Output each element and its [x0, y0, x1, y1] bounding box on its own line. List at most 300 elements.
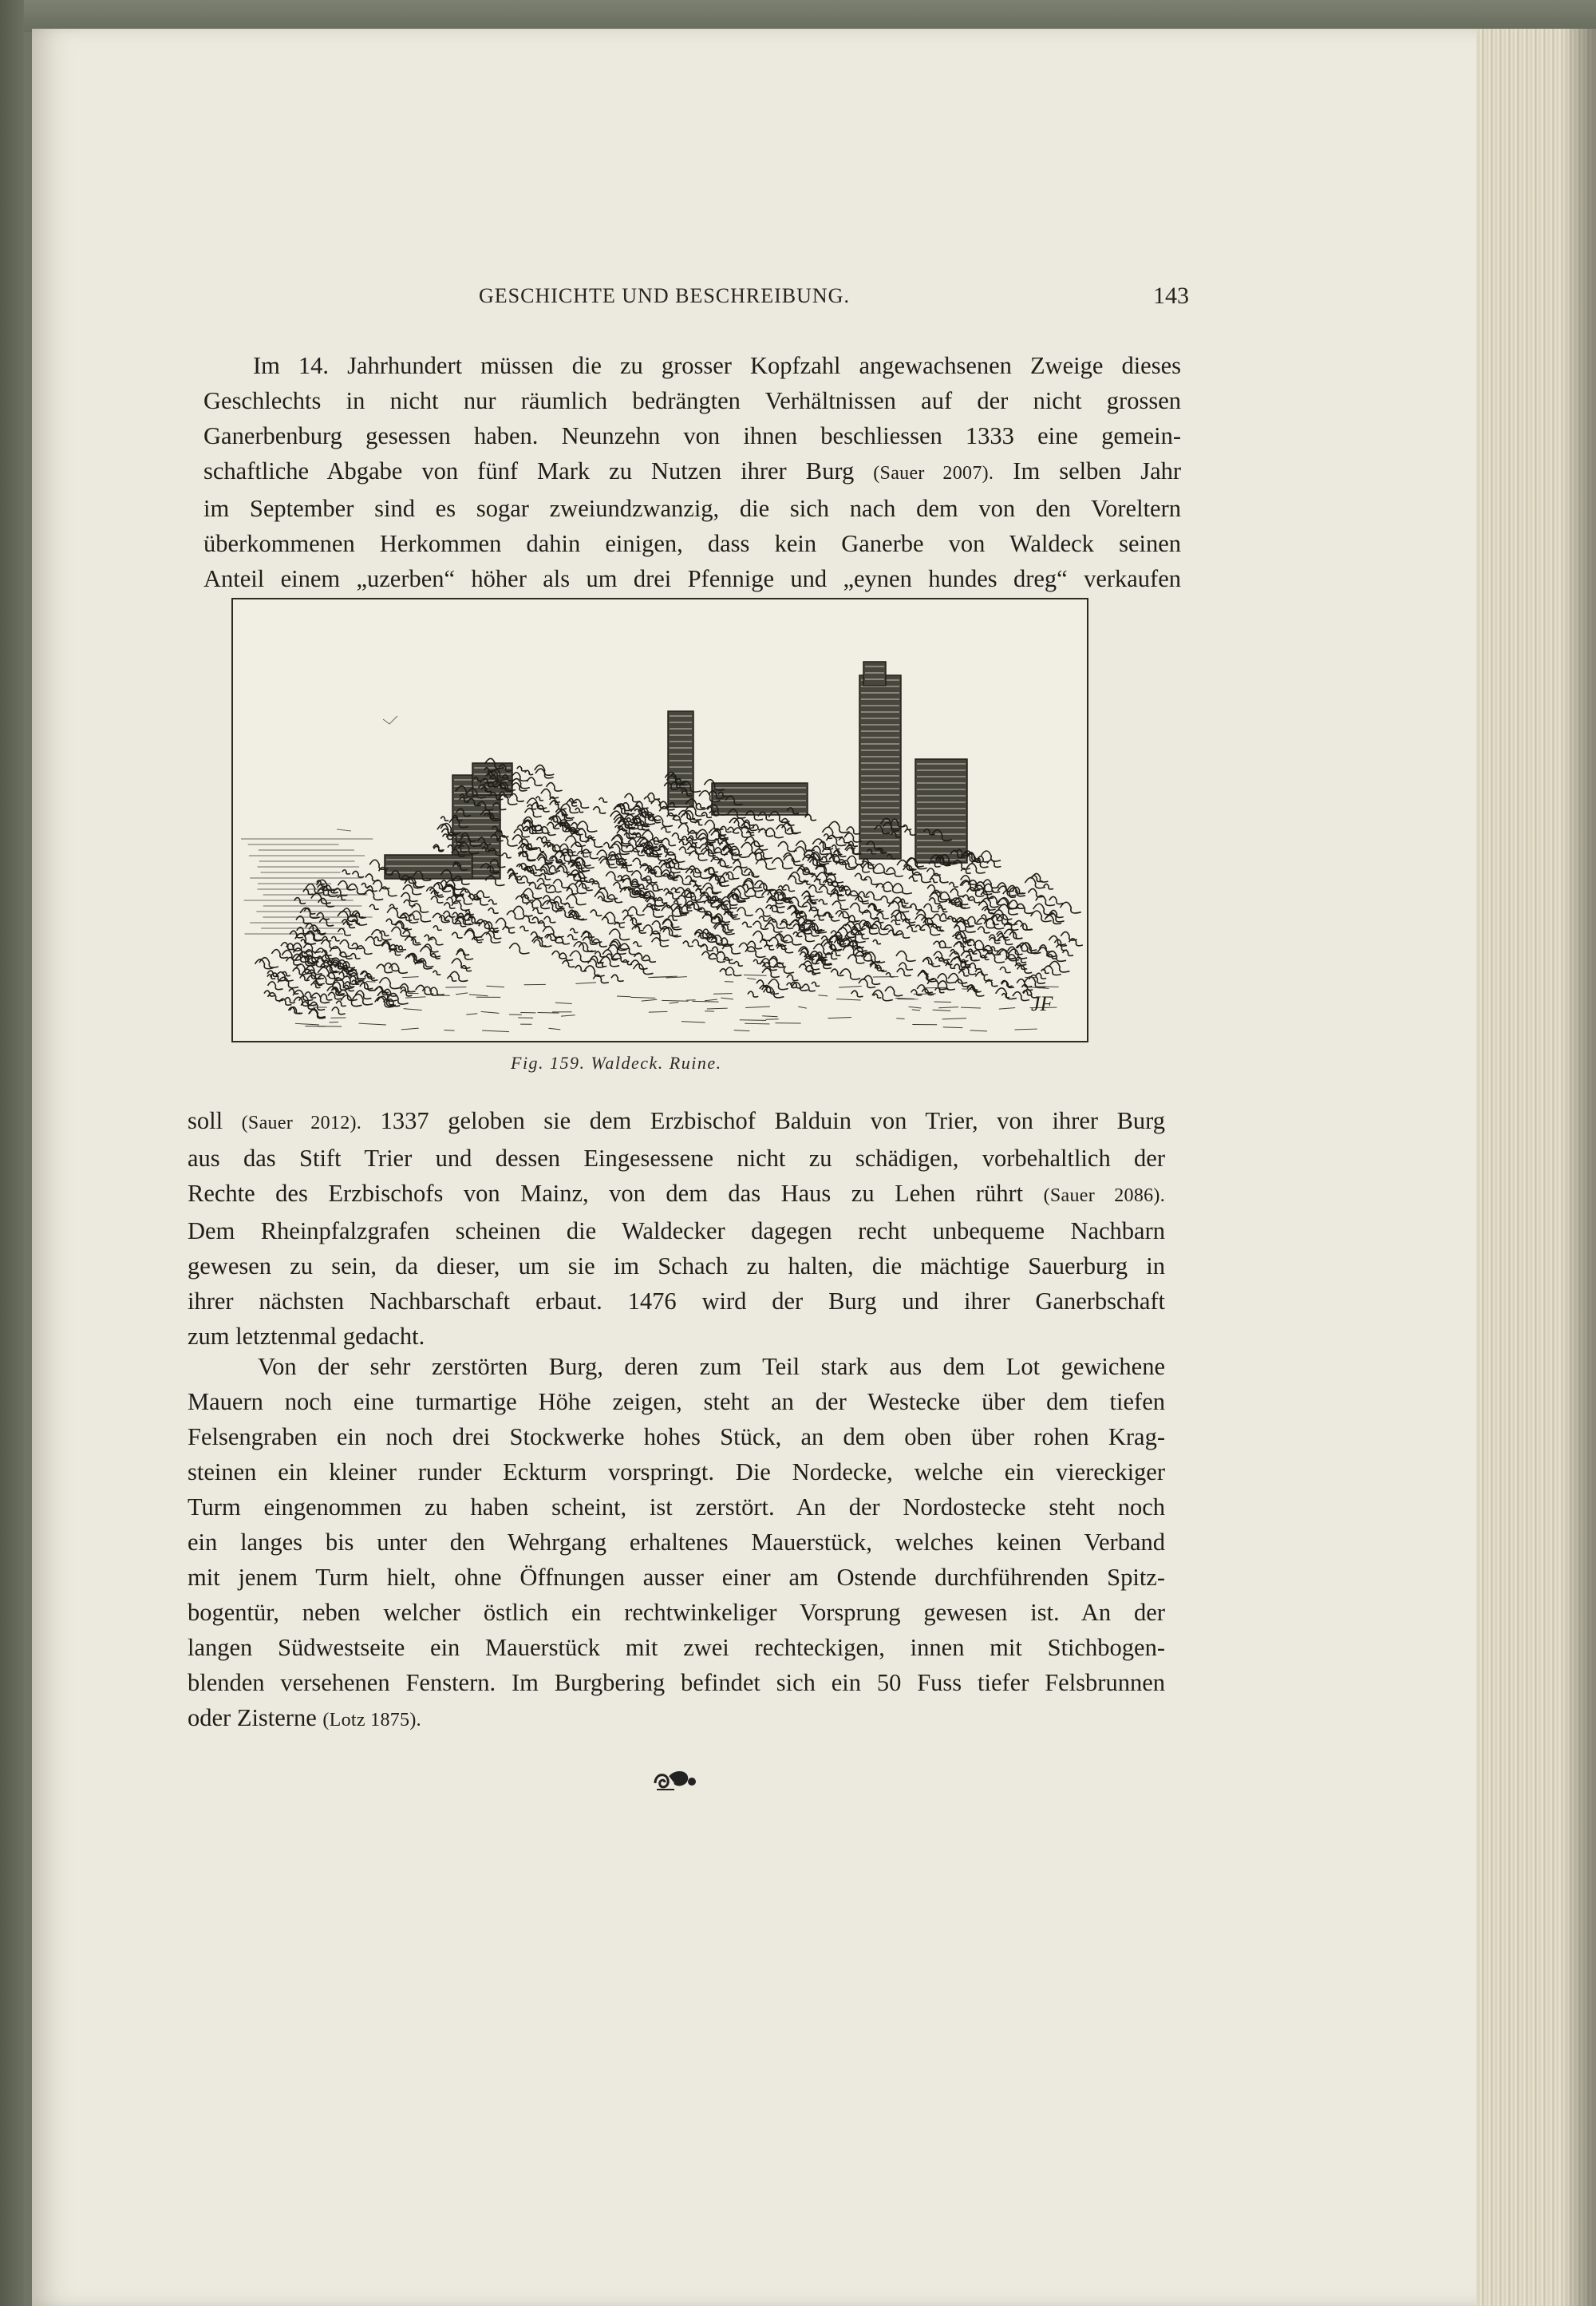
foliage-stroke	[714, 914, 730, 923]
citation: (Sauer 2086).	[1043, 1185, 1166, 1206]
tower-ruin-right-top	[863, 662, 886, 686]
foliage-stroke	[773, 963, 794, 973]
ground-hatch	[575, 983, 596, 984]
foliage-stroke	[303, 889, 314, 895]
citation: (Lotz 1875).	[322, 1710, 421, 1730]
paragraph-2	[188, 1103, 1165, 1354]
foliage-stroke	[318, 898, 334, 907]
ground-hatch	[914, 994, 936, 995]
foliage-stroke	[520, 876, 533, 884]
ground-hatch	[725, 982, 733, 983]
foliage-stroke	[896, 951, 916, 961]
foliage-stroke	[751, 841, 768, 850]
foliage-stroke	[1009, 888, 1025, 896]
foliage-stroke	[579, 884, 593, 891]
ground-hatch	[642, 999, 658, 1001]
text-line: zum letztenmal gedacht.	[188, 1323, 425, 1350]
text-line: gewesen zu sein, da dieser, um sie im Schach zu halten, die mächtige Sauerburg in	[188, 1252, 1165, 1280]
text-line: langen Südwestseite ein Mauerstück mit zwei rechteckigen, innen mit Stichbogen-	[188, 1634, 1165, 1661]
foliage-stroke	[502, 853, 512, 858]
foliage-stroke	[950, 888, 965, 896]
foliage-stroke	[969, 896, 981, 903]
foliage-stroke	[440, 817, 448, 821]
foliage-stroke	[720, 876, 729, 881]
foliage-stroke	[819, 900, 828, 904]
ground-hatch	[456, 993, 468, 995]
foliage-stroke	[742, 922, 752, 927]
foliage-stroke	[553, 880, 570, 888]
foliage-stroke	[431, 891, 444, 897]
text-line: Felsengraben ein noch drei Stockwerke hohes Stück, an dem oben über rohen Krag-	[188, 1423, 1165, 1450]
foliage-stroke	[520, 926, 529, 931]
foliage-stroke	[805, 814, 816, 820]
foliage-stroke	[812, 982, 820, 986]
foliage-stroke	[778, 841, 796, 851]
foliage-stroke	[866, 892, 882, 900]
text-line: Ganerbenburg gesessen haben. Neunzehn von ihnen beschliessen 1333 eine gemein-	[203, 422, 1181, 449]
foliage-stroke	[290, 1007, 302, 1014]
foliage-stroke	[933, 914, 946, 921]
ground-hatch	[961, 1007, 981, 1008]
foliage-stroke	[1017, 979, 1032, 987]
foliage-stroke	[268, 982, 283, 990]
ground-hatch	[938, 1007, 958, 1008]
foliage-stroke	[534, 939, 547, 946]
foliage-stroke	[567, 935, 577, 939]
foliage-stroke	[304, 908, 315, 914]
text-line	[188, 1176, 1165, 1213]
ground-hatch	[734, 1030, 750, 1031]
ground-hatch	[405, 997, 425, 998]
ground-hatch	[705, 999, 717, 1001]
ground-hatch	[828, 1018, 851, 1019]
foliage-stroke	[556, 864, 576, 875]
text-line: Mauern noch eine turmartige Höhe zeigen, steht an der Westecke über dem tiefen	[188, 1388, 1165, 1415]
foliage-stroke	[863, 876, 879, 884]
foliage-stroke	[361, 971, 375, 978]
foliage-stroke	[552, 951, 567, 959]
foliage-stroke	[886, 868, 903, 876]
foliage-stroke	[756, 859, 776, 869]
foliage-stroke	[661, 827, 670, 832]
foliage-stroke	[851, 991, 863, 997]
foliage-stroke	[855, 873, 867, 880]
foliage-stroke	[544, 916, 556, 923]
foliage-stroke	[701, 951, 716, 959]
foliage-stroke	[780, 892, 791, 898]
foliage-stroke	[784, 855, 804, 865]
ground-hatch	[933, 1010, 951, 1011]
foliage-stroke	[873, 939, 881, 943]
foliage-stroke	[652, 884, 663, 890]
ground-hatch	[630, 997, 655, 998]
ground-hatch	[402, 977, 419, 978]
foliage-stroke	[429, 937, 444, 945]
foliage-stroke	[720, 841, 737, 850]
foliage-stroke	[523, 895, 533, 900]
ground-hatch	[912, 1010, 920, 1011]
ground-hatch	[721, 998, 733, 999]
foliage-stroke	[567, 895, 587, 905]
foliage-stroke	[823, 912, 840, 921]
foliage-stroke	[509, 875, 525, 884]
foliage-stroke	[527, 777, 542, 785]
foliage-stroke	[635, 926, 644, 931]
foliage-stroke	[954, 925, 965, 931]
foliage-stroke	[935, 988, 945, 993]
foliage-stroke	[918, 971, 938, 982]
ground-hatch	[617, 996, 630, 997]
ground-hatch	[466, 1014, 477, 1015]
foliage-stroke	[599, 798, 608, 803]
ground-hatch	[839, 987, 862, 988]
foliage-stroke	[666, 852, 685, 862]
ground-hatch	[943, 1027, 963, 1028]
text-line: Anteil einem „uzerben“ höher als um drei Pfennige und „eynen hundes dreg“ verkaufen	[203, 565, 1181, 592]
foliage-stroke	[317, 912, 330, 919]
foliage-stroke	[452, 932, 463, 938]
ground-hatch	[538, 1012, 559, 1013]
foliage-stroke	[874, 994, 882, 998]
running-head: GESCHICHTE UND BESCHREIBUNG.	[479, 284, 850, 307]
foliage-stroke	[321, 994, 333, 1000]
ground-hatch	[798, 1007, 807, 1008]
text-line: Turm eingenommen zu haben scheint, ist zerstört. An der Nordostecke steht noch	[188, 1493, 1165, 1521]
foliage-stroke	[756, 908, 771, 916]
ground-hatch	[548, 1028, 560, 1030]
bird	[337, 829, 351, 831]
foliage-stroke	[523, 888, 542, 898]
foliage-stroke	[753, 959, 761, 963]
foliage-stroke	[958, 971, 969, 976]
foliage-stroke	[509, 794, 524, 802]
ground-hatch	[649, 1011, 668, 1012]
foliage-stroke	[625, 793, 641, 801]
foliage-stroke	[448, 976, 457, 981]
ground-hatch	[745, 1023, 769, 1024]
foliage-stroke	[543, 837, 551, 841]
foliage-stroke	[630, 960, 648, 969]
foliage-stroke	[369, 904, 379, 909]
ground-hatch	[762, 1016, 777, 1017]
text-line: Im 14. Jahrhundert müssen die zu grosser Kopfzahl angewachsenen Zweige dieses	[253, 352, 1181, 379]
foliage-stroke	[683, 941, 693, 947]
foliage-stroke	[286, 957, 301, 965]
foliage-stroke	[386, 919, 397, 924]
foliage-stroke	[855, 864, 870, 872]
foliage-stroke	[577, 821, 597, 832]
text-segment: Rechte des Erzbischofs von Mainz, von dem das Haus zu Lehen rührt	[188, 1180, 1024, 1207]
ground-hatch	[401, 1028, 419, 1030]
foliage-stroke	[396, 922, 409, 928]
text-segment: schaftliche Abgabe von fünf Mark zu Nutzen ihrer Burg	[203, 457, 855, 485]
foliage-stroke	[909, 876, 918, 881]
foliage-stroke	[840, 969, 861, 979]
text-line: Dem Rheinpfalzgrafen scheinen die Waldecker dagegen recht unbequeme Nachbarn	[188, 1217, 1165, 1244]
foliage-stroke	[565, 903, 574, 908]
foliage-stroke	[549, 885, 562, 892]
foliage-stroke	[536, 797, 544, 801]
foliage-stroke	[953, 935, 961, 939]
foliage-stroke	[903, 825, 911, 830]
foliage-stroke	[905, 829, 916, 835]
foliage-stroke	[642, 906, 663, 917]
foliage-stroke	[717, 904, 738, 916]
foliage-stroke	[340, 940, 357, 949]
foliage-stroke	[764, 987, 784, 998]
foliage-stroke	[872, 990, 893, 1000]
foliage-stroke	[598, 962, 606, 967]
foliage-stroke	[788, 876, 803, 884]
ground-hatch	[444, 1030, 454, 1031]
foliage-stroke	[703, 849, 722, 860]
foliage-stroke	[338, 896, 346, 900]
foliage-stroke	[338, 928, 351, 935]
book-page	[32, 29, 1516, 2306]
bird	[383, 716, 397, 724]
foliage-stroke	[732, 894, 745, 901]
foliage-stroke	[488, 900, 497, 904]
text-line: steinen ein kleiner runder Eckturm vorspringt. Die Nordecke, welche ein viereckiger	[188, 1458, 1165, 1485]
foliage-stroke	[558, 866, 570, 872]
foliage-stroke	[554, 902, 563, 907]
foliage-stroke	[693, 884, 703, 889]
foliage-stroke	[332, 1007, 346, 1015]
foliage-stroke	[662, 838, 676, 845]
foliage-stroke	[395, 921, 412, 930]
foliage-stroke	[301, 939, 309, 943]
ground-hatch	[818, 995, 828, 996]
ground-hatch	[481, 1011, 500, 1013]
page-number: 143	[1153, 283, 1189, 309]
foliage-stroke	[885, 987, 903, 996]
foliage-stroke	[527, 798, 547, 809]
text-line: überkommenen Herkommen dahin einigen, dass kein Ganerbe von Waldeck seinen	[203, 530, 1181, 557]
foliage-stroke	[874, 864, 894, 874]
foliage-stroke	[849, 916, 860, 921]
foliage-stroke	[507, 911, 523, 919]
ground-hatch	[1015, 1029, 1037, 1030]
foliage-stroke	[1063, 950, 1074, 955]
foliage-stroke	[895, 912, 915, 923]
ground-hatch	[713, 994, 733, 995]
foliage-stroke	[793, 932, 802, 937]
foliage-stroke	[600, 956, 619, 966]
foliage-stroke	[622, 910, 634, 916]
foliage-stroke	[611, 975, 624, 981]
ground-hatch	[404, 1009, 422, 1011]
foliage-stroke	[820, 841, 832, 848]
ground-hatch	[295, 1023, 319, 1025]
foliage-stroke	[703, 883, 721, 892]
foliage-stroke	[633, 942, 642, 947]
foliage-stroke	[1049, 961, 1069, 972]
foliage-stroke	[696, 804, 705, 809]
text-line: blenden versehenen Fenstern. Im Burgbering befindet sich ein 50 Fuss tiefer Felsbrunnen	[188, 1669, 1165, 1696]
foliage-stroke	[360, 983, 376, 991]
foliage-stroke	[772, 858, 792, 869]
foliage-stroke	[533, 908, 543, 914]
foliage-stroke	[804, 928, 819, 936]
text-segment: soll	[188, 1107, 223, 1134]
foliage-stroke	[633, 858, 647, 865]
citation: (Sauer 2012).	[241, 1113, 362, 1133]
foliage-stroke	[870, 963, 883, 971]
ground-hatch	[962, 989, 972, 990]
figure-caption: Fig. 159. Waldeck. Ruine.	[511, 1053, 722, 1073]
book-cover-top	[0, 0, 1596, 32]
text-line	[188, 1103, 1165, 1141]
text-line: bogentür, neben welcher östlich ein rechtwinkeliger Vorsprung gewesen ist. An der	[188, 1599, 1165, 1626]
foliage-stroke	[1000, 967, 1011, 973]
text-line	[203, 453, 1181, 491]
text-segment: 1337 geloben sie dem Erzbischof Balduin von Trier, von ihrer Burg	[380, 1107, 1166, 1134]
foliage-stroke	[591, 910, 602, 916]
citation: (Sauer 2007).	[873, 463, 994, 484]
ground-hatch	[445, 987, 466, 988]
foliage-stroke	[488, 908, 499, 914]
ground-hatch	[469, 995, 488, 996]
foliage-stroke	[1041, 969, 1049, 973]
ground-hatch	[923, 987, 947, 988]
foliage-stroke	[652, 921, 667, 929]
foliage-stroke	[289, 989, 298, 994]
foliage-stroke	[792, 983, 808, 991]
ground-hatch	[970, 1030, 987, 1031]
foliage-stroke	[609, 929, 630, 940]
foliage-stroke	[509, 943, 529, 954]
foliage-stroke	[517, 766, 526, 771]
foliage-stroke	[331, 936, 339, 940]
foliage-stroke	[812, 875, 821, 880]
foliage-stroke	[967, 916, 982, 924]
figure-ruin-illustration	[231, 598, 1088, 1042]
ground-hatch	[740, 1020, 766, 1021]
ground-hatch	[747, 978, 756, 979]
foliage-stroke	[1005, 955, 1026, 966]
foliage-stroke	[433, 926, 442, 931]
page-stack-shadow	[1564, 29, 1596, 2306]
foliage-stroke	[259, 958, 279, 967]
foliage-stroke	[1049, 896, 1064, 904]
foliage-stroke	[409, 914, 419, 920]
artist-monogram: JF	[1031, 992, 1053, 1015]
foliage-stroke	[374, 937, 382, 941]
text-line: ihrer nächsten Nachbarschaft erbaut. 1476 wird der Burg und ihrer Ganerbschaft	[188, 1287, 1165, 1315]
foliage-stroke	[723, 957, 735, 963]
foliage-stroke	[563, 960, 575, 967]
foliage-stroke	[317, 975, 334, 985]
foliage-stroke	[567, 888, 578, 894]
text-line: mit jenem Turm hielt, ohne Öffnungen ausser einer am Ostende durchführenden Spitz-	[188, 1564, 1165, 1591]
foliage-stroke	[336, 1001, 346, 1007]
foliage-stroke	[685, 888, 694, 893]
foliage-stroke	[1001, 994, 1009, 998]
foliage-stroke	[593, 807, 606, 813]
ground-hatch	[561, 1015, 575, 1016]
foliage-stroke	[748, 991, 758, 997]
text-line: Geschlechts in nicht nur räumlich bedrängten Verhältnissen auf der nicht grossen	[203, 387, 1181, 414]
text-segment: Im selben Jahr	[1013, 457, 1182, 485]
foliage-stroke	[353, 871, 365, 877]
foliage-stroke	[755, 880, 773, 890]
foliage-stroke	[525, 770, 533, 774]
text-line: aus das Stift Trier und dessen Eingesessene nicht zu schädigen, vorbehaltlich der	[188, 1145, 1165, 1172]
ground-hatch	[999, 1008, 1015, 1010]
foliage-stroke	[628, 907, 644, 916]
foliage-stroke	[575, 808, 583, 812]
book-cover-left	[0, 0, 24, 2306]
foliage-stroke	[531, 932, 543, 939]
foliage-stroke	[379, 978, 401, 989]
foliage-stroke	[598, 896, 606, 901]
end-ornament-icon	[650, 1766, 698, 1794]
foliage-stroke	[278, 977, 298, 988]
foliage-stroke	[452, 901, 470, 911]
foliage-stroke	[679, 841, 687, 844]
foliage-stroke	[1009, 931, 1023, 939]
foliage-stroke	[709, 868, 718, 872]
foliage-stroke	[513, 906, 532, 916]
foliage-stroke	[342, 870, 350, 874]
foliage-stroke	[570, 928, 578, 932]
ground-hatch	[662, 1000, 688, 1001]
text-segment: oder Zisterne	[188, 1704, 317, 1731]
ground-hatch	[909, 1007, 922, 1008]
foliage-stroke	[787, 975, 798, 980]
paragraph-1	[203, 348, 1181, 596]
foliage-stroke	[1049, 935, 1066, 944]
ground-hatch	[482, 1030, 509, 1032]
ground-hatch	[707, 1008, 728, 1009]
page-header	[479, 284, 1189, 316]
ground-hatch	[358, 1023, 385, 1025]
foliage-stroke	[825, 913, 834, 918]
foliage-stroke	[433, 971, 441, 975]
foliage-stroke	[281, 943, 294, 950]
text-line	[188, 1700, 1165, 1738]
foliage-stroke	[826, 835, 846, 845]
text-line: Von der sehr zerstörten Burg, deren zum Teil stark aus dem Lot gewichene	[258, 1353, 1165, 1380]
foliage-stroke	[737, 908, 753, 916]
foliage-stroke	[1013, 920, 1032, 930]
foliage-stroke	[949, 882, 958, 887]
foliage-stroke	[1025, 877, 1045, 888]
foliage-stroke	[477, 891, 490, 897]
foliage-stroke	[886, 973, 894, 977]
text-line: ein langes bis unter den Wehrgang erhaltenes Mauerstück, welches keinen Verband	[188, 1529, 1165, 1556]
ruin-engraving	[233, 599, 1087, 1041]
foliage-stroke	[734, 962, 743, 967]
foliage-stroke	[741, 826, 754, 833]
wall-ruin-low	[385, 855, 472, 879]
foliage-stroke	[536, 848, 544, 852]
ground-hatch	[836, 999, 861, 1000]
foliage-stroke	[595, 892, 613, 902]
foliage-stroke	[923, 904, 938, 912]
foliage-stroke	[356, 946, 372, 955]
foliage-stroke	[481, 932, 501, 943]
foliage-stroke	[963, 895, 974, 900]
foliage-stroke	[602, 917, 614, 924]
foliage-stroke	[759, 916, 768, 921]
foliage-stroke	[465, 928, 482, 937]
text-line: im September sind es sogar zweiundzwanzig, die sich nach dem von den Voreltern	[203, 495, 1181, 522]
foliage-stroke	[759, 829, 774, 837]
paragraph-3	[188, 1349, 1165, 1738]
foliage-stroke	[832, 901, 849, 910]
ground-hatch	[692, 1001, 718, 1002]
